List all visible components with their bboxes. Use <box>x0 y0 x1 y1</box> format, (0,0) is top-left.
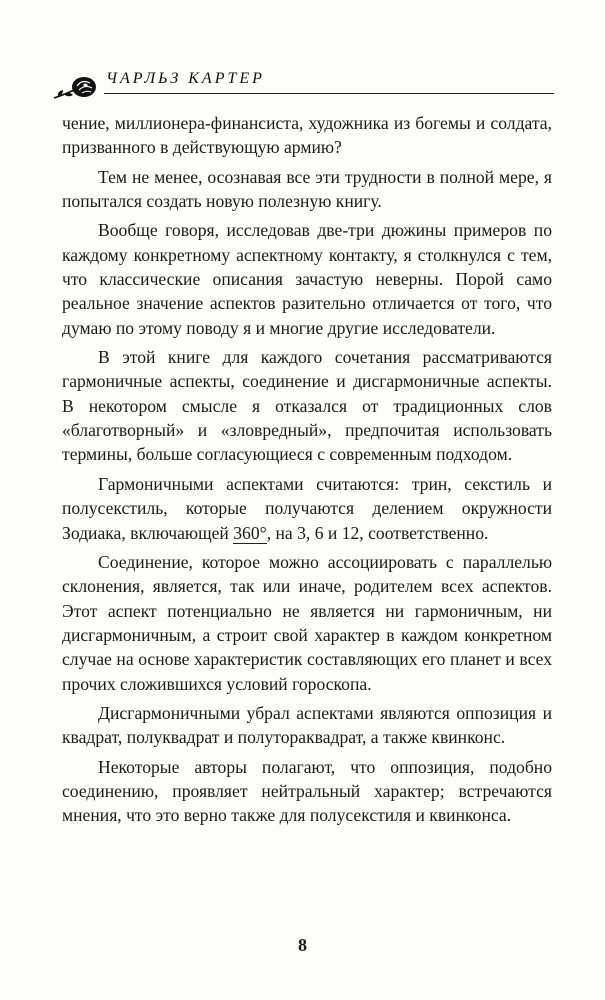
paragraph-text: , на 3, 6 и 12, соответственно. <box>266 522 489 543</box>
paragraph: В этой книге для каждого сочетания рассматриваются гармоничные аспекты, соединение и дисгармоничные аспекты. В некотором смысле я отказался от традиционных слов «благотворный» и «зловредный», предпочитая использовать термины, больше согласующиеся с современным подходом. <box>62 347 552 465</box>
paragraph: Тем не менее, осознавая все эти трудности в полной мере, я попытался создать новую полезную книгу. <box>62 166 552 212</box>
paragraph: Дисгармоничными убрал аспектами являются оппозиция и квадрат, полуквадрат и полутораквадрат, а также квинконс. <box>62 702 552 748</box>
header-rule <box>104 93 554 94</box>
body-text <box>62 111 552 833</box>
running-header <box>52 66 555 102</box>
paragraph-text: Гармоничными аспектами считаются: трин, секстиль и полусекстиль, которые получаются делением окружности Зодиака, включающей <box>62 473 552 543</box>
rose-icon <box>52 72 102 102</box>
underlined-degree: 360° <box>233 522 267 543</box>
paragraph: чение, миллионера-финансиста, художника из богемы и солдата, призванного в действующую армию? <box>62 113 552 158</box>
paragraph: Вообще говоря, исследовав две-три дюжины примеров по каждому конкретному аспектному контакту, я столкнулся с тем, что классические описания зачастую неверны. Порой само реальное значение аспектов разительно отличается от того, что думаю по этому поводу я и многие другие исследователи. <box>62 220 552 338</box>
paragraph: Некоторые авторы полагают, что оппозиция, подобно соединению, проявляет нейтральный характер; встречаются мнения, что это верно также для полусекстиля и квинконса. <box>62 756 552 826</box>
paragraph-harmonic <box>62 472 552 545</box>
author-name: ЧАРЛЬЗ КАРТЕР <box>106 70 265 87</box>
paragraph: Соединение, которое можно ассоциировать с параллелью склонения, является, так или иначе, родителем всех аспектов. Этот аспект потенциально не является ни гармоничным, ни дисгармоничным, а строит свой характер в каждом конкретном случае на основе характеристик составляющих его планет и всех прочих сложившихся условий гороскопа. <box>62 551 552 694</box>
page-number: 8 <box>298 935 307 955</box>
